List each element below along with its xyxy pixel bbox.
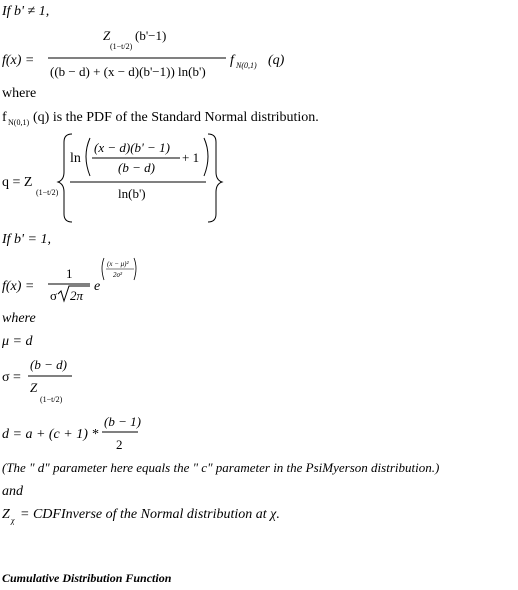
case2-f-den-sigma: σ [50,288,58,303]
case2-exp-num: (x − μ)² [107,260,129,268]
case1-pdf-note: f [2,110,7,125]
case2-d-lhs: d = a + (c + 1) * [2,427,99,442]
case1-den: ((b − d) + (x − d)(b'−1)) ln(b') [50,64,206,79]
case2-z-def-rest: = CDFInverse of the Normal distribution at χ. [20,507,280,522]
case2-z-def: Z [2,507,10,522]
case2-sigma-den-sub: (1−t/2) [40,395,63,404]
case2-exp-den: 2σ² [113,271,123,279]
case2-e: e [94,279,101,294]
case1-q-inner-den: (b − d) [118,160,155,175]
case1-condition: If b' ≠ 1, [2,4,50,19]
case2-where: where [2,311,36,326]
case2-z-def-sub: χ [11,516,15,525]
case1-num-z-sub: (1−t/2) [110,42,133,51]
case2-note: (The " d" parameter here equals the " c" parameter in the PsiMyerson distribution.) [2,460,440,475]
case1-pdf-note-rest: (q) is the PDF of the Standard Normal distribution. [33,110,319,125]
section-heading: Cumulative Distribution Function [2,571,172,585]
case2-exp-left-paren [102,258,104,280]
case2-sigma-lhs: σ = [2,370,21,385]
case1-where: where [2,86,37,101]
case2-sigma-den-z: Z [30,380,38,395]
case1-left-brace [58,134,72,222]
case1-f-lhs: f(x) = [2,53,35,68]
case1-num-z: Z [103,28,111,43]
case1-pdf: f [230,53,234,68]
case1-q-sub: (1−t/2) [36,188,59,197]
case2-and: and [2,484,23,499]
case1-q-plus: + 1 [182,150,200,165]
case1-q-inner-num: (x − d)(b' − 1) [94,140,170,155]
case1-q-lhs: q = Z [2,175,33,190]
case1-right-paren [204,138,208,176]
case1-num-rest: (b'−1) [135,28,167,43]
case1-pdf-arg: (q) [268,53,285,68]
case1-q-den: ln(b') [118,186,146,201]
case2-d-num: (b − 1) [104,414,141,429]
case2-condition: If b' = 1, [2,232,51,247]
case2-sigma-num: (b − d) [30,357,67,372]
case1-left-paren [86,138,90,176]
case2-mu-def: μ = d [2,334,33,349]
case1-pdf-sub: N(0,1) [236,61,257,70]
case2-f-num: 1 [66,266,73,281]
case2-f-lhs: f(x) = [2,279,35,294]
case1-right-brace [208,134,222,222]
case2-f-den-sqrt: 2π [70,288,84,303]
case2-d-den: 2 [116,437,123,452]
case2-exp-right-paren [134,258,136,280]
case1-q-ln: ln [70,151,81,166]
case1-pdf-note-sub: N(0,1) [8,118,30,127]
